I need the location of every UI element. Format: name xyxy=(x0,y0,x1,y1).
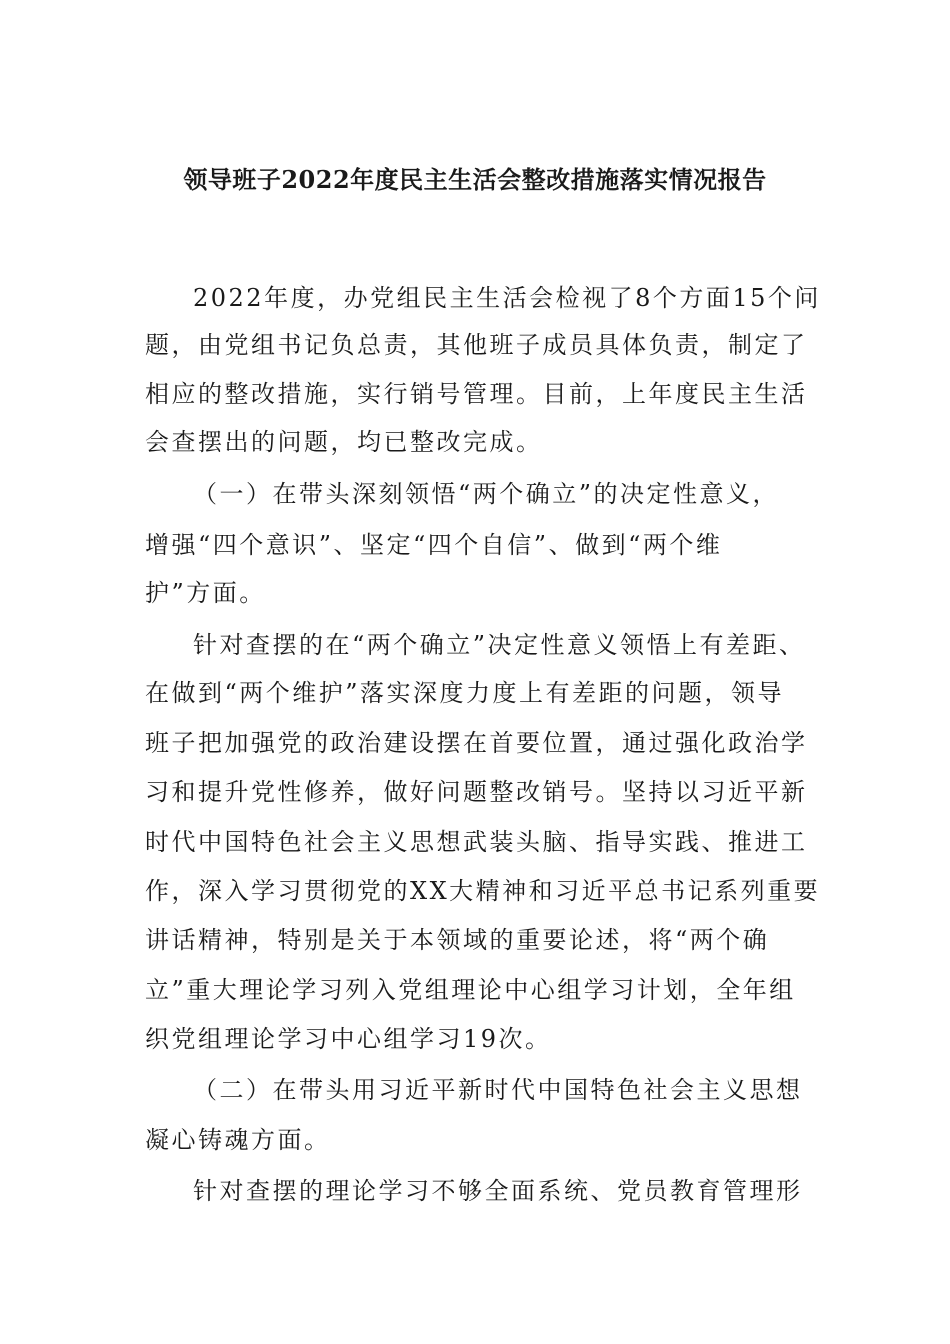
paragraph-2-line-9: 织党组理论学习中心组学习19次。 xyxy=(145,1025,552,1053)
paragraph-2-line-3: 班子把加强党的政治建设摆在首要位置，通过强化政治学 xyxy=(145,729,808,757)
paragraph-2-line-5: 时代中国特色社会主义思想武装头脑、指导实践、推进工 xyxy=(145,828,808,856)
paragraph-1-line-1: 2022年度，办党组民主生活会检视了8个方面15个问 xyxy=(193,284,821,312)
paragraph-2-line-7: 讲话精神，特别是关于本领域的重要论述，将“两个确 xyxy=(145,926,770,954)
section-2-heading-line-2: 凝心铸魂方面。 xyxy=(145,1126,331,1154)
paragraph-1-line-2: 题，由党组书记负总责，其他班子成员具体负责，制定了 xyxy=(145,331,808,359)
section-2-heading-line-1: （二）在带头用习近平新时代中国特色社会主义思想 xyxy=(193,1076,803,1104)
paragraph-2-line-1: 针对查摆的在“两个确立”决定性意义领悟上有差距、 xyxy=(193,631,806,659)
paragraph-2-line-2: 在做到“两个维护”落实深度力度上有差距的问题，领导 xyxy=(145,679,785,707)
paragraph-2-line-4: 习和提升党性修养，做好问题整改销号。坚持以习近平新 xyxy=(145,778,808,806)
paragraph-3-line-1: 针对查摆的理论学习不够全面系统、党员教育管理形 xyxy=(193,1177,803,1205)
section-1-heading-line-1: （一）在带头深刻领悟“两个确立”的决定性意义， xyxy=(193,480,780,508)
section-1-heading-line-3: 护”方面。 xyxy=(145,579,266,607)
paragraph-1-line-4: 会查摆出的问题，均已整改完成。 xyxy=(145,428,543,456)
paragraph-2-line-6: 作，深入学习贯彻党的XX大精神和习近平总书记系列重要 xyxy=(145,877,821,905)
section-1-heading-line-2: 增强“四个意识”、坚定“四个自信”、做到“两个维 xyxy=(145,531,723,559)
paragraph-2-line-8: 立”重大理论学习列入党组理论中心组学习计划，全年组 xyxy=(145,976,796,1004)
paragraph-1-line-3: 相应的整改措施，实行销号管理。目前，上年度民主生活 xyxy=(145,380,808,408)
document-title: 领导班子2022年度民主生活会整改措施落实情况报告 xyxy=(183,165,767,194)
